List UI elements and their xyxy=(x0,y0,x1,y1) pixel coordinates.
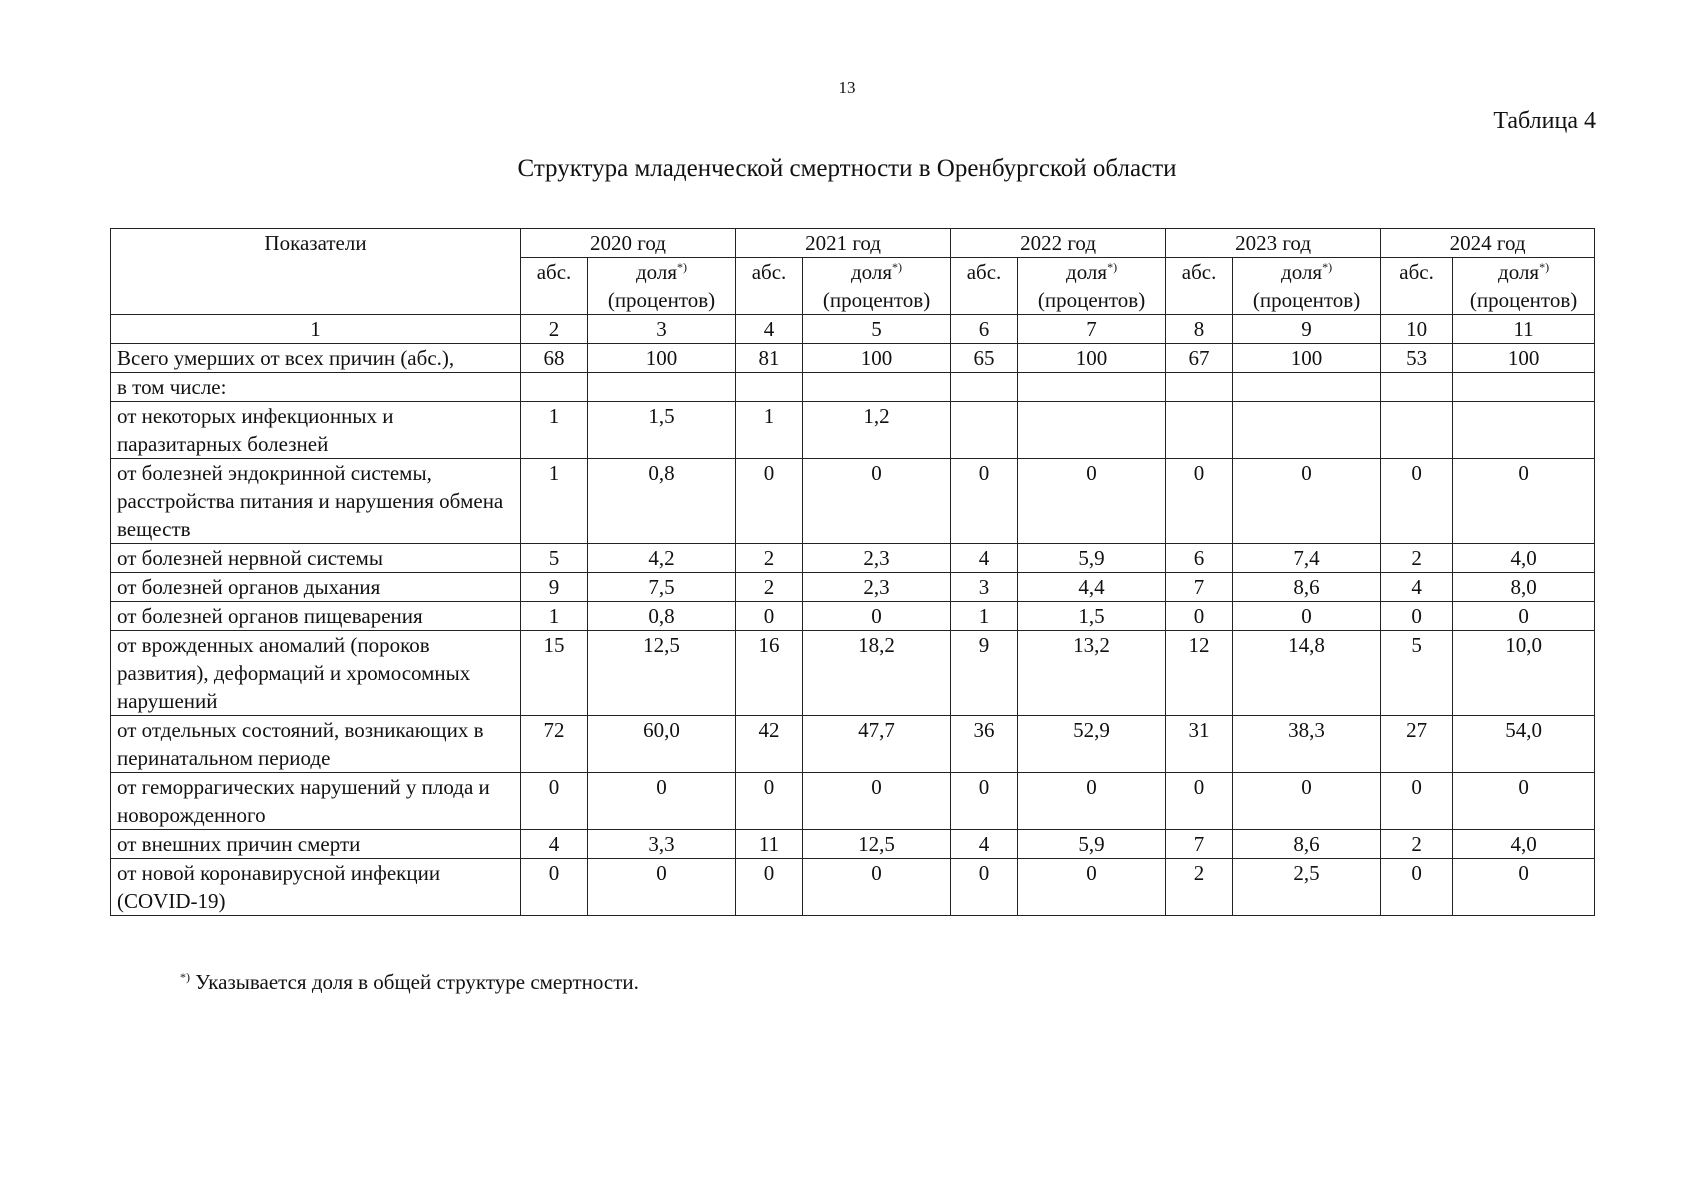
abs-cell xyxy=(1166,373,1233,402)
column-number: 3 xyxy=(588,315,736,344)
abs-cell: 0 xyxy=(1381,459,1453,544)
abs-cell xyxy=(1166,402,1233,459)
share-unit: (процентов) xyxy=(1252,288,1361,312)
abs-cell: 2 xyxy=(736,573,803,602)
abs-cell: 36 xyxy=(951,716,1018,773)
row-label: в том числе: xyxy=(111,373,521,402)
abs-cell: 0 xyxy=(1381,773,1453,830)
share-cell: 14,8 xyxy=(1233,631,1381,716)
abs-cell xyxy=(521,373,588,402)
share-cell: 0 xyxy=(1453,773,1595,830)
year-header-row xyxy=(111,229,1595,258)
abs-cell: 53 xyxy=(1381,344,1453,373)
share-cell: 13,2 xyxy=(1018,631,1166,716)
column-number: 11 xyxy=(1453,315,1595,344)
abs-subheader: абс. xyxy=(1381,258,1453,315)
share-cell: 0 xyxy=(1233,602,1381,631)
year-header: 2024 год xyxy=(1381,229,1595,258)
abs-cell: 9 xyxy=(951,631,1018,716)
abs-cell: 11 xyxy=(736,830,803,859)
share-cell: 100 xyxy=(1233,344,1381,373)
footnote-marker: *) xyxy=(180,970,190,984)
abs-cell: 2 xyxy=(736,544,803,573)
share-cell: 0 xyxy=(803,602,951,631)
abs-cell: 9 xyxy=(521,573,588,602)
table-row xyxy=(111,373,1595,402)
share-unit: (процентов) xyxy=(1469,288,1578,312)
column-number: 10 xyxy=(1381,315,1453,344)
abs-cell: 16 xyxy=(736,631,803,716)
abs-subheader: абс. xyxy=(1166,258,1233,315)
page-number: 13 xyxy=(838,78,856,97)
column-number: 8 xyxy=(1166,315,1233,344)
abs-cell: 0 xyxy=(1381,602,1453,631)
share-unit: (процентов) xyxy=(822,288,931,312)
indicator-header: Показатели xyxy=(111,229,521,315)
table-label: Таблица 4 xyxy=(1493,108,1596,134)
share-cell xyxy=(588,373,736,402)
abs-cell xyxy=(1381,373,1453,402)
abs-cell: 3 xyxy=(951,573,1018,602)
abs-cell: 0 xyxy=(521,859,588,916)
abs-cell: 31 xyxy=(1166,716,1233,773)
share-cell: 4,0 xyxy=(1453,830,1595,859)
share-cell xyxy=(1233,373,1381,402)
table-body xyxy=(111,344,1595,916)
abs-cell: 1 xyxy=(521,602,588,631)
share-cell xyxy=(1018,402,1166,459)
share-subheader xyxy=(588,258,736,315)
share-unit: (процентов) xyxy=(607,288,716,312)
table-header xyxy=(111,229,1595,344)
share-cell: 4,2 xyxy=(588,544,736,573)
abs-cell: 15 xyxy=(521,631,588,716)
share-cell: 52,9 xyxy=(1018,716,1166,773)
row-label: от некоторых инфекционных и паразитарных болезней xyxy=(111,402,521,459)
row-label: от новой коронавирусной инфекции (COVID-19) xyxy=(111,859,521,916)
share-cell: 0 xyxy=(1453,859,1595,916)
row-label: от врожденных аномалий (пороков развития), деформаций и хромосомных нарушений xyxy=(111,631,521,716)
share-cell: 7,5 xyxy=(588,573,736,602)
abs-subheader: абс. xyxy=(951,258,1018,315)
column-number: 7 xyxy=(1018,315,1166,344)
table-row xyxy=(111,459,1595,544)
share-cell: 38,3 xyxy=(1233,716,1381,773)
share-cell: 0 xyxy=(1018,859,1166,916)
row-label: Всего умерших от всех причин (абс.), xyxy=(111,344,521,373)
abs-cell: 1 xyxy=(736,402,803,459)
share-cell: 0 xyxy=(588,773,736,830)
share-cell: 5,9 xyxy=(1018,544,1166,573)
abs-cell: 0 xyxy=(1166,773,1233,830)
share-label: доля xyxy=(1281,260,1323,284)
abs-cell: 1 xyxy=(951,602,1018,631)
share-label: доля xyxy=(1498,260,1540,284)
abs-cell: 4 xyxy=(1381,573,1453,602)
abs-cell: 2 xyxy=(1381,830,1453,859)
table-row xyxy=(111,344,1595,373)
share-cell: 0,8 xyxy=(588,459,736,544)
abs-cell: 42 xyxy=(736,716,803,773)
abs-cell: 7 xyxy=(1166,573,1233,602)
abs-cell: 0 xyxy=(521,773,588,830)
row-label: от болезней органов пищеварения xyxy=(111,602,521,631)
share-label: доля xyxy=(635,260,678,284)
share-cell xyxy=(803,373,951,402)
share-cell: 54,0 xyxy=(1453,716,1595,773)
abs-cell: 0 xyxy=(1166,459,1233,544)
abs-cell: 0 xyxy=(736,773,803,830)
column-number: 1 xyxy=(111,315,521,344)
share-cell: 8,6 xyxy=(1233,573,1381,602)
abs-cell: 27 xyxy=(1381,716,1453,773)
share-cell: 100 xyxy=(1018,344,1166,373)
mortality-structure-table xyxy=(110,228,1595,916)
share-footnote-marker: *) xyxy=(1322,260,1333,274)
abs-cell: 2 xyxy=(1166,859,1233,916)
share-cell: 2,3 xyxy=(803,544,951,573)
share-cell: 0,8 xyxy=(588,602,736,631)
abs-cell: 12 xyxy=(1166,631,1233,716)
column-number: 2 xyxy=(521,315,588,344)
abs-cell: 2 xyxy=(1381,544,1453,573)
share-subheader xyxy=(1233,258,1381,315)
column-number: 4 xyxy=(736,315,803,344)
share-cell: 12,5 xyxy=(803,830,951,859)
share-cell: 1,5 xyxy=(1018,602,1166,631)
row-label: от болезней эндокринной системы, расстройства питания и нарушения обмена веществ xyxy=(111,459,521,544)
column-number: 6 xyxy=(951,315,1018,344)
abs-cell xyxy=(736,373,803,402)
abs-cell: 68 xyxy=(521,344,588,373)
year-header: 2020 год xyxy=(521,229,736,258)
share-cell: 7,4 xyxy=(1233,544,1381,573)
row-label: от внешних причин смерти xyxy=(111,830,521,859)
share-unit: (процентов) xyxy=(1037,288,1146,312)
share-cell: 10,0 xyxy=(1453,631,1595,716)
abs-cell xyxy=(1381,402,1453,459)
document-title: Структура младенческой смертности в Оренбургской области xyxy=(517,155,1177,182)
year-header: 2021 год xyxy=(736,229,951,258)
share-cell xyxy=(1453,402,1595,459)
abs-cell: 65 xyxy=(951,344,1018,373)
share-cell: 0 xyxy=(1018,773,1166,830)
share-cell: 47,7 xyxy=(803,716,951,773)
share-subheader xyxy=(1018,258,1166,315)
share-cell: 0 xyxy=(803,459,951,544)
abs-cell: 5 xyxy=(521,544,588,573)
abs-cell: 4 xyxy=(951,830,1018,859)
share-footnote-marker: *) xyxy=(1539,260,1550,274)
abs-cell: 0 xyxy=(951,773,1018,830)
share-cell: 8,0 xyxy=(1453,573,1595,602)
table-row xyxy=(111,402,1595,459)
share-cell: 0 xyxy=(1453,602,1595,631)
footnote-text: Указывается доля в общей структуре смертности. xyxy=(190,970,639,994)
share-cell: 0 xyxy=(803,773,951,830)
share-cell: 0 xyxy=(588,859,736,916)
share-label: доля xyxy=(1066,260,1108,284)
abs-subheader: абс. xyxy=(521,258,588,315)
abs-cell xyxy=(951,402,1018,459)
share-footnote-marker: *) xyxy=(892,260,903,274)
abs-cell: 0 xyxy=(1166,602,1233,631)
abs-cell: 81 xyxy=(736,344,803,373)
share-cell xyxy=(1018,373,1166,402)
table-row xyxy=(111,573,1595,602)
abs-cell: 4 xyxy=(951,544,1018,573)
table-row xyxy=(111,773,1595,830)
year-header: 2022 год xyxy=(951,229,1166,258)
share-cell: 0 xyxy=(1453,459,1595,544)
abs-cell: 0 xyxy=(1381,859,1453,916)
share-footnote-marker: *) xyxy=(1107,260,1118,274)
year-header: 2023 год xyxy=(1166,229,1381,258)
share-cell: 1,5 xyxy=(588,402,736,459)
share-cell: 0 xyxy=(1233,459,1381,544)
table-row xyxy=(111,544,1595,573)
row-label: от болезней нервной системы xyxy=(111,544,521,573)
share-cell xyxy=(1453,373,1595,402)
abs-cell: 7 xyxy=(1166,830,1233,859)
abs-cell: 72 xyxy=(521,716,588,773)
share-cell: 100 xyxy=(1453,344,1595,373)
share-cell: 0 xyxy=(803,859,951,916)
share-cell: 5,9 xyxy=(1018,830,1166,859)
share-cell: 2,5 xyxy=(1233,859,1381,916)
share-cell: 4,4 xyxy=(1018,573,1166,602)
abs-cell: 0 xyxy=(951,459,1018,544)
column-number-row xyxy=(111,315,1595,344)
abs-cell: 67 xyxy=(1166,344,1233,373)
share-cell: 60,0 xyxy=(588,716,736,773)
abs-cell: 4 xyxy=(521,830,588,859)
share-cell xyxy=(1233,402,1381,459)
abs-cell: 0 xyxy=(736,602,803,631)
table-row xyxy=(111,716,1595,773)
row-label: от геморрагических нарушений у плода и новорожденного xyxy=(111,773,521,830)
abs-cell: 0 xyxy=(736,459,803,544)
share-cell: 12,5 xyxy=(588,631,736,716)
share-cell: 100 xyxy=(803,344,951,373)
abs-cell: 6 xyxy=(1166,544,1233,573)
footnote xyxy=(180,970,639,995)
share-cell: 8,6 xyxy=(1233,830,1381,859)
abs-cell: 0 xyxy=(736,859,803,916)
share-cell: 0 xyxy=(1018,459,1166,544)
share-footnote-marker: *) xyxy=(677,260,688,274)
table-row xyxy=(111,830,1595,859)
column-number: 9 xyxy=(1233,315,1381,344)
abs-cell: 0 xyxy=(951,859,1018,916)
share-cell: 0 xyxy=(1233,773,1381,830)
share-cell: 3,3 xyxy=(588,830,736,859)
share-cell: 100 xyxy=(588,344,736,373)
column-number: 5 xyxy=(803,315,951,344)
abs-cell: 1 xyxy=(521,459,588,544)
table-row xyxy=(111,602,1595,631)
abs-cell: 1 xyxy=(521,402,588,459)
share-cell: 18,2 xyxy=(803,631,951,716)
row-label: от болезней органов дыхания xyxy=(111,573,521,602)
share-cell: 4,0 xyxy=(1453,544,1595,573)
abs-cell: 5 xyxy=(1381,631,1453,716)
abs-subheader: абс. xyxy=(736,258,803,315)
share-subheader xyxy=(1453,258,1595,315)
row-label: от отдельных состояний, возникающих в перинатальном периоде xyxy=(111,716,521,773)
share-label: доля xyxy=(851,260,893,284)
share-cell: 1,2 xyxy=(803,402,951,459)
abs-cell xyxy=(951,373,1018,402)
table-row xyxy=(111,859,1595,916)
table-row xyxy=(111,631,1595,716)
share-subheader xyxy=(803,258,951,315)
share-cell: 2,3 xyxy=(803,573,951,602)
